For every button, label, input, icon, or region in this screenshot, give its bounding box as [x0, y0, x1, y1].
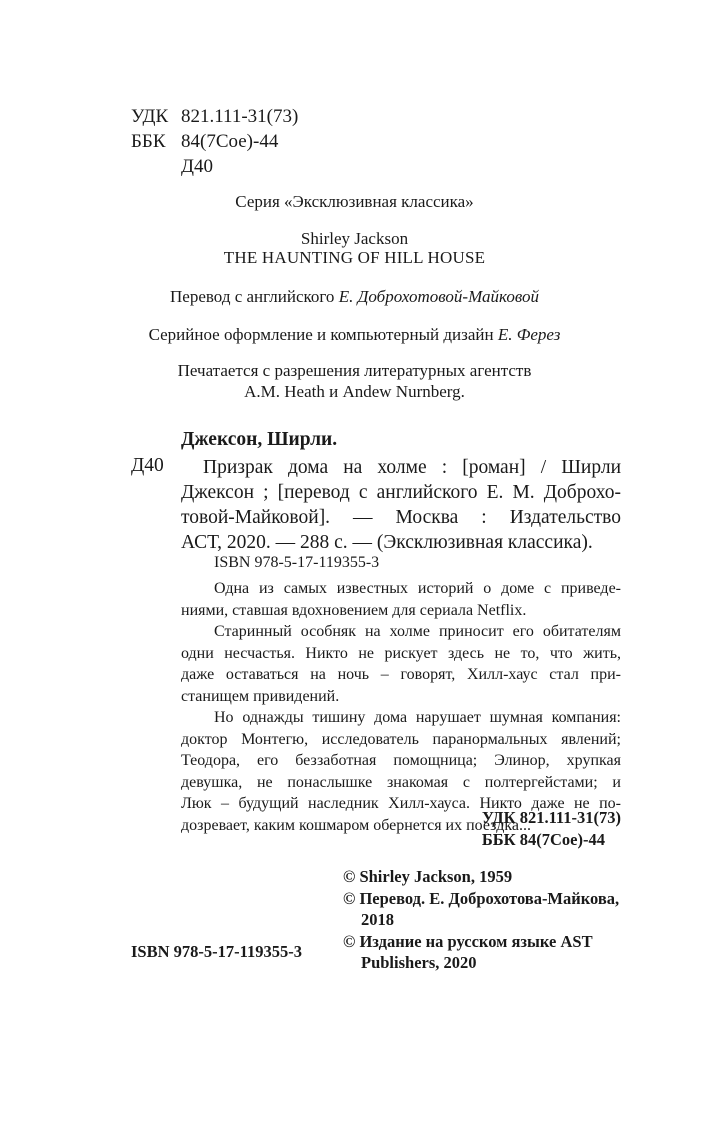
- udk-row: [131, 104, 298, 129]
- isbn-bottom: ISBN 978-5-17-119355-3: [131, 942, 302, 961]
- annotation-line: девушка, не понаслышке знакомая с полтергейстами; и: [181, 773, 621, 791]
- copyright-block: [343, 866, 619, 974]
- original-title: THE HAUNTING OF HILL HOUSE: [223, 248, 486, 267]
- desc-line: товой-Майковой]. — Москва : Издательство: [181, 507, 621, 528]
- annotation-line: Но однажды тишину дома нарушает шумная компания:: [214, 709, 621, 726]
- annotation-line: Теодора, его беззаботная помощница; Элинор, хрупкая: [181, 752, 621, 769]
- card-author-heading: Джексон, Ширли.: [181, 429, 338, 450]
- translation-prefix: Перевод с английского: [170, 287, 339, 306]
- bbk-label: ББК: [131, 131, 166, 152]
- annotation: [181, 578, 621, 836]
- series-line: Серия «Эксклюзивная классика»: [235, 192, 474, 211]
- annotation-line: Люк – будущий наследник Хилл-хауса. Никто даже не по-: [181, 795, 621, 812]
- card-sign: Д40: [131, 455, 164, 476]
- annotation-line: одни несчастья. Никто не рискует здесь не то, что жить,: [181, 644, 621, 662]
- classification-codes: [131, 104, 298, 179]
- original-author: Shirley Jackson: [300, 229, 409, 248]
- annotation-line: ниями, ставшая вдохновением для сериала Netflix.: [181, 601, 527, 619]
- card-udk: УДК 821.111-31(73): [481, 808, 621, 827]
- author-sign: Д40: [181, 156, 213, 177]
- translator-name: Е. Доброхотовой-Майковой: [338, 287, 539, 306]
- card-description: [181, 455, 621, 555]
- annotation-line: Одна из самых известных историй о доме с приведе-: [214, 580, 621, 597]
- copyright-line-1: © Shirley Jackson, 1959: [343, 867, 513, 886]
- copyright-line-3-cont: Publishers, 2020: [361, 953, 477, 972]
- annotation-line: доктор Монтегю, исследователь паранормальных явлений;: [181, 730, 621, 748]
- translation-credit: [0, 287, 709, 307]
- design-credit: [0, 325, 709, 345]
- design-prefix: Серийное оформление и компьютерный дизайн: [148, 325, 498, 344]
- card-isbn: ISBN 978-5-17-119355-3: [214, 554, 380, 571]
- annotation-line: Старинный особняк на холме приносит его обитателям: [214, 623, 621, 640]
- copyright-line-3: © Издание на русском языке AST: [343, 931, 593, 951]
- card-bbk: ББК 84(7Сое)-44: [481, 830, 605, 849]
- desc-line: Джексон ; [перевод с английского Е. М. Доброхо-: [181, 482, 621, 503]
- annotation-line: даже оставаться на ночь – говорят, Хилл-хаус стал при-: [181, 666, 621, 683]
- bbk-value: 84(7Сое)-44: [181, 131, 279, 152]
- desc-line: АСТ, 2020. — 288 с. — (Эксклюзивная классика).: [181, 532, 593, 553]
- udk-value: 821.111-31(73): [181, 106, 299, 127]
- bbk-row: [131, 129, 298, 154]
- copyright-line-2-cont: 2018: [361, 910, 394, 929]
- annotation-line: дозревает, каким кошмаром обернется их поездка...: [181, 816, 531, 834]
- copyright-line-2: © Перевод. Е. Доброхотова-Майкова,: [343, 888, 620, 908]
- permission-line-2: A.M. Heath и Andew Nurnberg.: [244, 382, 465, 401]
- annotation-line: станищем привидений.: [181, 687, 340, 705]
- card-codes: [482, 807, 621, 851]
- desc-line: Призрак дома на холме : [роман] / Ширли: [203, 457, 621, 478]
- permission-line-1: Печатается с разрешения литературных агентств: [177, 361, 532, 380]
- designer-name: Е. Ферез: [497, 325, 561, 344]
- udk-label: УДК: [131, 106, 169, 127]
